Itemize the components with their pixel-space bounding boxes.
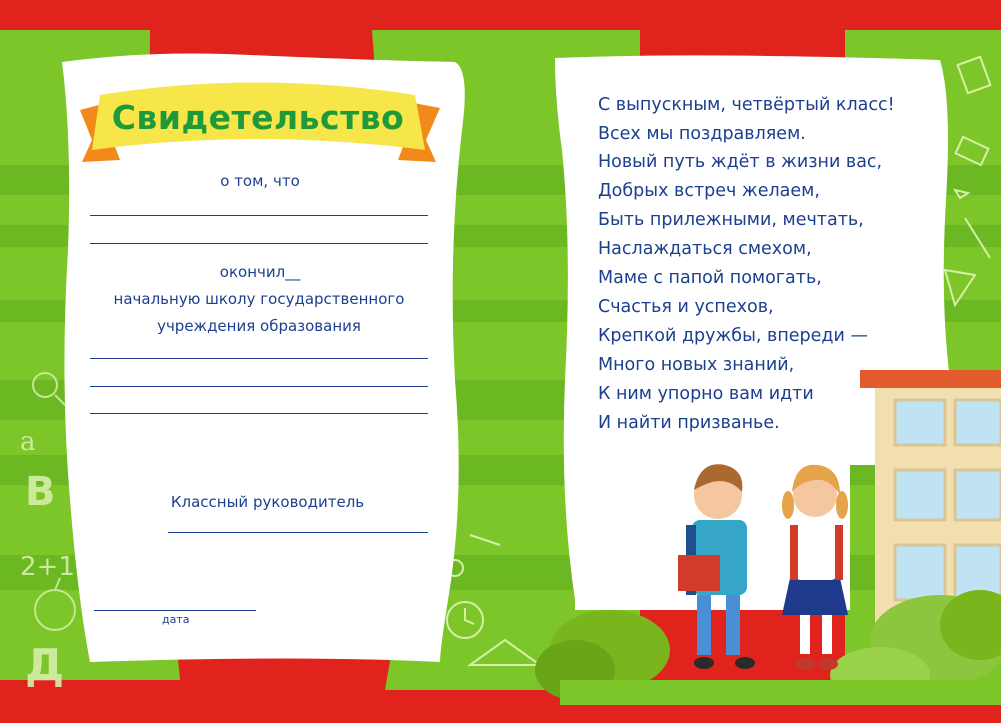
school-line-1: начальную школу государственного [113,290,405,308]
poem-line: И найти призванье. [598,413,780,433]
about-label: о том, что [220,172,300,190]
poem-line: Счастья и успехов, [598,297,774,317]
poem-line: Крепкой дружбы, впереди — [598,326,868,346]
date-line [94,610,256,611]
svg-text:a: a [20,427,36,457]
poem-line: Много новых знаний, [598,355,795,375]
name-line-2 [90,243,428,244]
poem-line: Быть прилежными, мечтать, [598,210,864,230]
finished-label: окончил__ [219,263,301,281]
poem-line: Новый путь ждёт в жизни вас, [598,152,883,172]
poem-line: Добрых встреч желаем, [598,181,820,201]
name-line-1 [90,215,428,216]
poem-line: С выпускным, четвёртый класс! [598,95,895,115]
school-line-2: учреждения образования [157,317,361,335]
school-name-line-2 [90,386,428,387]
svg-text:Д: Д [25,640,65,691]
school-name-line-1 [90,358,428,359]
school-name-line-3 [90,413,428,414]
poem-line: Маме с папой помогать, [598,268,822,288]
svg-text:B: B [25,469,56,515]
certificate-title: Свидетельство [111,98,405,137]
poem-line: Наслаждаться смехом, [598,239,812,259]
svg-text:2+1: 2+1 [20,552,75,582]
date-label: дата [162,613,190,626]
poem-line: К ним упорно вам идти [598,384,814,404]
poem-line: Всех мы поздравляем. [598,124,806,144]
teacher-label: Классный руководитель [170,493,365,511]
teacher-signature-line [168,532,428,533]
